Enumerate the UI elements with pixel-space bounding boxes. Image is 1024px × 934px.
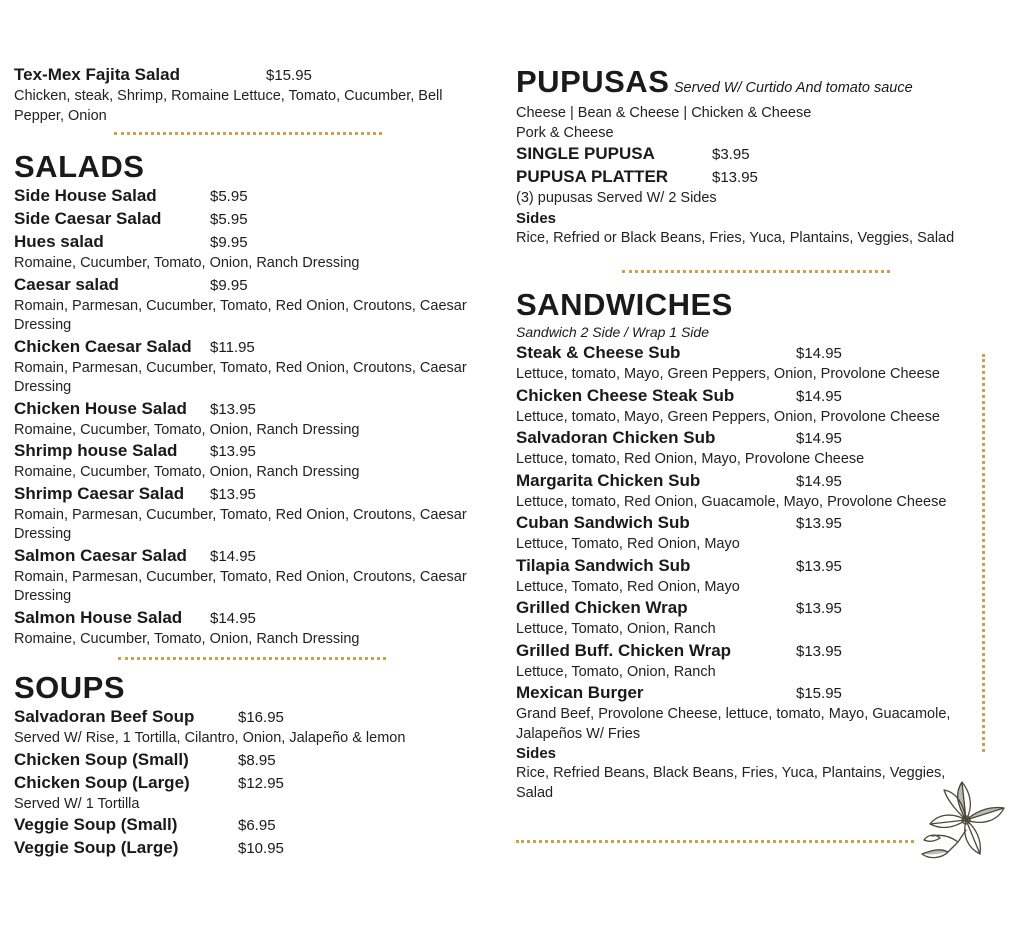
item-name: Veggie Soup (Large) (14, 838, 179, 857)
sides-label: Sides (516, 745, 557, 762)
dotted-divider (114, 132, 382, 135)
vertical-dotted-divider (982, 354, 985, 752)
item-price: $9.95 (210, 276, 248, 294)
item-description: Romain, Parmesan, Cucumber, Tomato, Red Onion, Croutons, Caesar Dressing (14, 568, 467, 604)
item-description: Lettuce, tomato, Mayo, Green Peppers, Onion, Provolone Cheese (516, 366, 940, 382)
menu-item (516, 682, 986, 744)
dotted-divider (622, 270, 890, 273)
menu-item (14, 208, 494, 231)
menu-item (516, 597, 986, 640)
section-title-soups: SOUPS (14, 670, 126, 705)
sides-label: Sides (516, 209, 557, 227)
item-price: $13.95 (210, 485, 256, 503)
item-name: Caesar salad (14, 274, 119, 294)
item-price: $8.95 (238, 751, 276, 769)
item-price: $13.95 (210, 400, 256, 418)
item-description: Romain, Parmesan, Cucumber, Tomato, Red Onion, Croutons, Caesar Dressing (14, 506, 467, 542)
menu-item (516, 385, 986, 428)
item-name: PUPUSA PLATTER (516, 167, 669, 186)
sides-list: Rice, Refried or Black Beans, Fries, Yuca, Plantains, Veggies, Salad (516, 229, 955, 246)
item-name: Mexican Burger (516, 683, 644, 702)
section-title-sandwiches: SANDWICHES (516, 287, 733, 322)
item-name: Cuban Sandwich Sub (516, 513, 690, 532)
item-description: Romaine, Cucumber, Tomato, Onion, Ranch Dressing (14, 255, 360, 271)
menu-item (14, 185, 494, 208)
item-description: Lettuce, tomato, Red Onion, Guacamole, Mayo, Provolone Cheese (516, 493, 947, 510)
item-price: $5.95 (210, 211, 248, 228)
item-description: Served W/ Rise, 1 Tortilla, Cilantro, Onion, Jalapeño & lemon (14, 730, 406, 746)
item-price: $6.95 (238, 817, 276, 834)
item-name: Margarita Chicken Sub (516, 470, 701, 490)
item-description: Romaine, Cucumber, Tomato, Onion, Ranch Dressing (14, 464, 360, 480)
menu-item (516, 555, 986, 598)
item-name: Salvadoran Chicken Sub (516, 428, 716, 447)
menu-item (516, 512, 986, 555)
item-description: Romain, Parmesan, Cucumber, Tomato, Red Onion, Croutons, Caesar Dressing (14, 297, 467, 333)
item-description: Lettuce, tomato, Red Onion, Mayo, Provolone Cheese (516, 451, 865, 467)
section-subtitle-pupusas: Served W/ Curtido And tomato sauce (673, 80, 913, 96)
item-name: Chicken Caesar Salad (14, 336, 192, 356)
item-name: Grilled Chicken Wrap (516, 598, 688, 617)
item-description: Romaine, Cucumber, Tomato, Onion, Ranch Dressing (14, 421, 360, 438)
item-name: Side Caesar Salad (14, 209, 162, 228)
menu-item (516, 470, 986, 513)
item-price: $14.95 (210, 609, 256, 627)
section-title-pupusas: PUPUSAS (516, 64, 670, 99)
item-price: $14.95 (796, 345, 842, 362)
item-name: Salmon House Salad (14, 607, 183, 627)
soups-list (14, 706, 494, 860)
item-description: Chicken, steak, Shrimp, Romaine Lettuce, Tomato, Cucumber, Bell Pepper, Onion (14, 88, 443, 124)
item-price: $9.95 (210, 234, 248, 251)
item-name: SINGLE PUPUSA (516, 144, 655, 163)
dotted-divider (516, 840, 914, 843)
menu-item (14, 607, 494, 650)
item-price: $13.95 (796, 515, 842, 532)
dotted-divider (118, 657, 386, 660)
item-price: $15.95 (796, 685, 842, 702)
sandwiches-list (516, 342, 986, 744)
sides-list: Rice, Refried Beans, Black Beans, Fries, Yuca, Plantains, Veggies, Salad (516, 765, 946, 801)
menu-item (14, 837, 494, 860)
menu-item (14, 706, 494, 749)
item-description: Served W/ 1 Tortilla (14, 795, 140, 812)
menu-item (14, 814, 494, 837)
right-column (516, 64, 986, 803)
item-price: $13.95 (796, 642, 842, 660)
item-price: $15.95 (266, 67, 312, 84)
item-price: $14.95 (796, 472, 842, 490)
item-name: Steak & Cheese Sub (516, 343, 681, 362)
pupusas-header (516, 64, 986, 104)
item-price: $11.95 (210, 338, 255, 356)
menu-item (14, 336, 494, 398)
item-price: $14.95 (796, 387, 842, 405)
menu-item (14, 545, 494, 607)
menu-item (14, 274, 494, 336)
menu-item (14, 749, 494, 772)
menu-item (14, 231, 494, 274)
item-name: Hues salad (14, 232, 104, 251)
item-price: $14.95 (210, 547, 256, 565)
item-description: (3) pupusas Served W/ 2 Sides (516, 190, 717, 206)
item-price: $12.95 (238, 774, 284, 792)
section-title-salads: SALADS (14, 149, 145, 184)
salads-list (14, 185, 494, 649)
menu-item (516, 342, 986, 385)
item-price: $13.95 (210, 443, 256, 460)
pupusa-fillings: Pork & Cheese (516, 124, 614, 141)
item-name: Salvadoran Beef Soup (14, 707, 195, 726)
item-price: $13.95 (796, 557, 842, 575)
menu-item (516, 427, 986, 470)
item-price: $3.95 (712, 146, 750, 163)
item-description: Lettuce, tomato, Mayo, Green Peppers, Onion, Provolone Cheese (516, 408, 940, 425)
item-name: Side House Salad (14, 186, 157, 205)
item-name: Salmon Caesar Salad (14, 545, 187, 565)
item-name: Tilapia Sandwich Sub (516, 555, 691, 575)
pupusa-fillings: Cheese | Bean & Cheese | Chicken & Cheese (516, 105, 812, 121)
item-name: Veggie Soup (Small) (14, 815, 178, 834)
item-description: Romain, Parmesan, Cucumber, Tomato, Red Onion, Croutons, Caesar Dressing (14, 359, 467, 395)
menu-item (14, 440, 494, 483)
item-price: $14.95 (796, 430, 842, 447)
item-price: $5.95 (210, 188, 248, 205)
item-name: Shrimp Caesar Salad (14, 483, 185, 503)
item-name: Chicken House Salad (14, 398, 187, 418)
item-name: Chicken Cheese Steak Sub (516, 385, 735, 405)
fajita-item (14, 64, 494, 126)
item-description: Grand Beef, Provolone Cheese, lettuce, tomato, Mayo, Guacamole, Jalapeños W/ Fries (516, 706, 951, 742)
item-price: $10.95 (238, 840, 284, 857)
item-name: Grilled Buff. Chicken Wrap (516, 640, 732, 660)
item-description: Lettuce, Tomato, Red Onion, Mayo (516, 536, 740, 552)
item-price: $13.95 (712, 169, 758, 186)
item-price: $16.95 (238, 709, 284, 726)
item-description: Lettuce, Tomato, Onion, Ranch (516, 621, 716, 637)
item-name: Tex-Mex Fajita Salad (14, 65, 180, 84)
menu-item (516, 640, 986, 683)
menu-item (14, 483, 494, 545)
item-description: Lettuce, Tomato, Red Onion, Mayo (516, 578, 740, 595)
item-description: Romaine, Cucumber, Tomato, Onion, Ranch Dressing (14, 630, 360, 647)
menu-item (14, 772, 494, 815)
item-price: $13.95 (796, 600, 842, 617)
section-subtitle-sandwiches: Sandwich 2 Side / Wrap 1 Side (516, 324, 709, 340)
item-name: Chicken Soup (Small) (14, 749, 189, 769)
item-name: Shrimp house Salad (14, 441, 178, 460)
item-name: Chicken Soup (Large) (14, 772, 190, 792)
magnolia-flower-icon (918, 776, 1010, 864)
item-description: Lettuce, Tomato, Onion, Ranch (516, 663, 716, 680)
menu-item (14, 398, 494, 441)
left-column (14, 64, 494, 860)
